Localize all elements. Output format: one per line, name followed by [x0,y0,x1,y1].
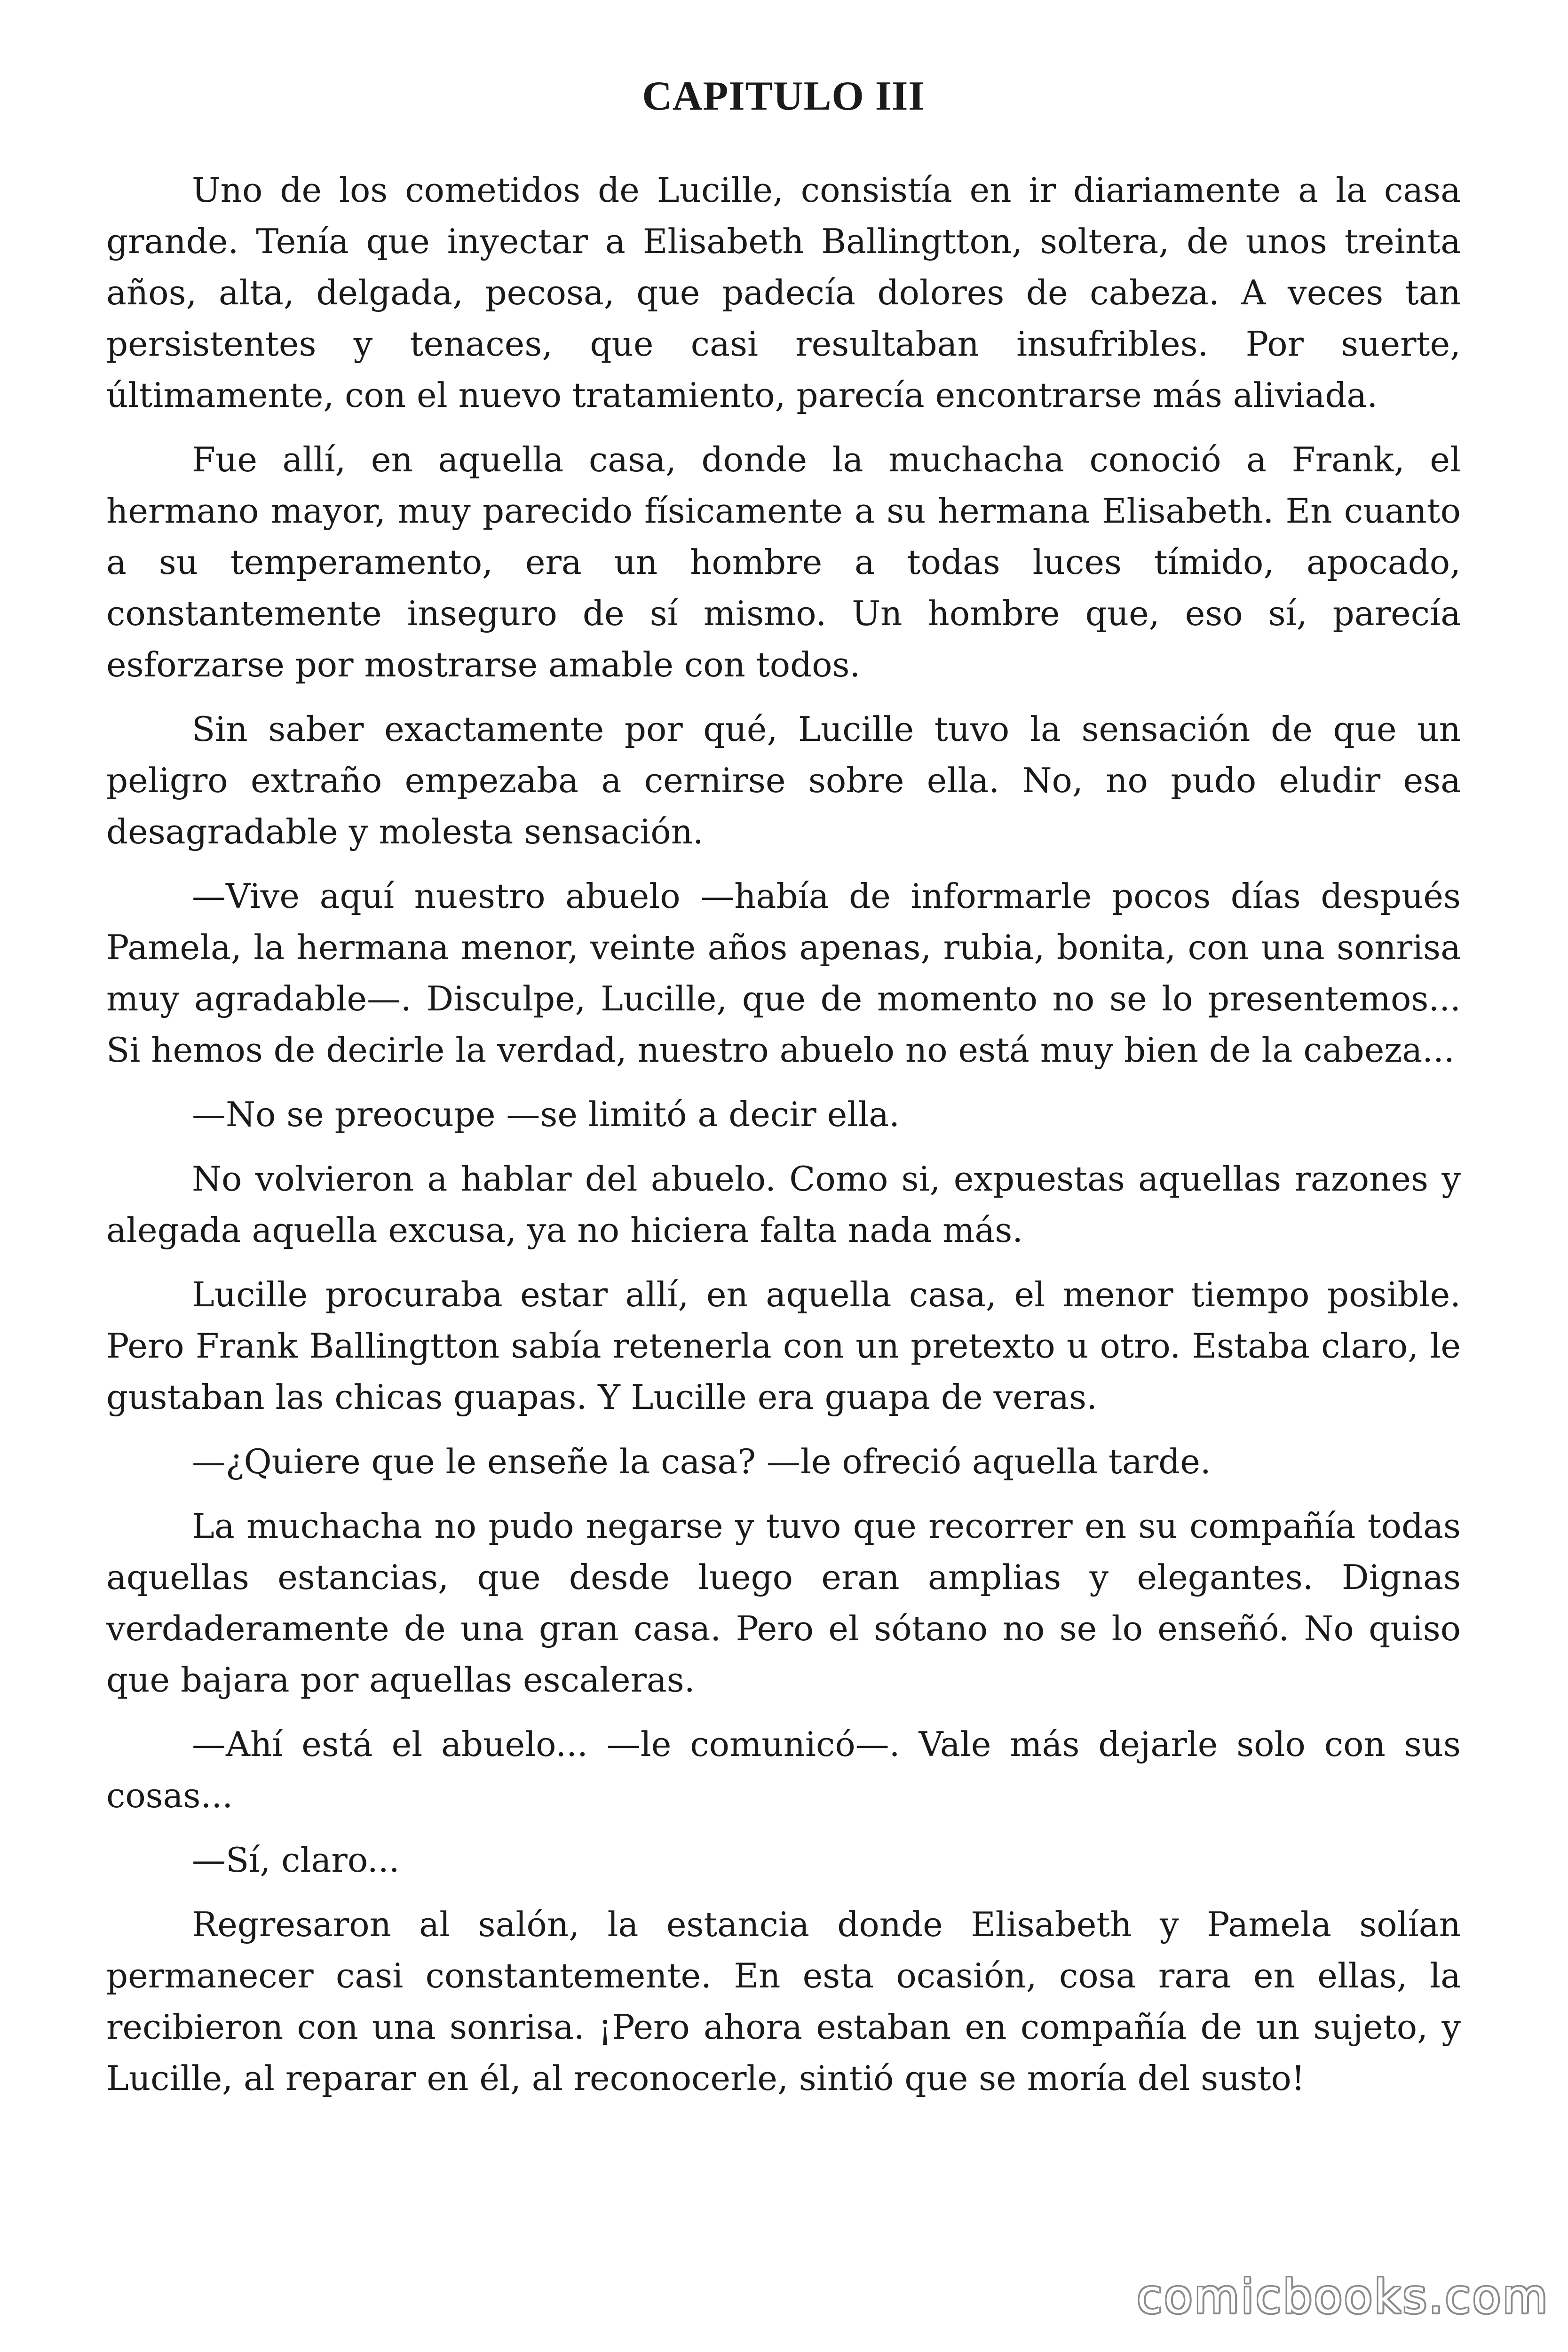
paragraph-10: —Ahí está el abuelo... —le comunicó—. Vale más dejarle solo con sus cosas... [106,1724,1461,1815]
paragraph-5: —No se preocupe —se limitó a decir ella. [192,1095,900,1134]
paragraph-11: —Sí, claro... [192,1840,400,1880]
paragraph-9: La muchacha no pudo negarse y tuvo que recorrer en su compañía todas aquellas estancias, que desde luego eran amplias y elegantes. Dignas verdaderamente de una gran casa. Pero el sótano no se lo enseñó. No quiso que bajara por aquellas escaleras. [106,1506,1461,1700]
paragraph-1: Uno de los cometidos de Lucille, consistía en ir diariamente a la casa grande. Tenía que inyectar a Elisabeth Ballingtton, soltera, de unos treinta años, alta, delgada, pecosa, que padecía dolores de cabeza. A veces tan persistentes y tenaces, que casi resultaban insufribles. Por suerte, últimamente, con el nuevo tratamiento, parecía encontrarse más aliviada. [106,170,1461,415]
watermark: comicbooks.com [1137,2270,1549,2324]
paragraph-2: Fue allí, en aquella casa, donde la muchacha conoció a Frank, el hermano mayor, muy parecido físicamente a su hermana Elisabeth. En cuanto a su temperamento, era un hombre a todas luces tímido, apocado, constantemente inseguro de sí mismo. Un hombre que, eso sí, parecía esforzarse por mostrarse amable con todos. [106,440,1461,684]
paragraph-6: No volvieron a hablar del abuelo. Como si, expuestas aquellas razones y alegada aquella excusa, ya no hiciera falta nada más. [106,1159,1461,1250]
chapter-title: CAPITULO III [642,73,925,119]
paragraph-4: —Vive aquí nuestro abuelo —había de informarle pocos días después Pamela, la hermana menor, veinte años apenas, rubia, bonita, con una sonrisa muy agradable—. Disculpe, Lucille, que de momento no se lo presentemos... Si hemos de decirle la verdad, nuestro abuelo no está muy bien de la cabeza... [106,876,1461,1070]
paragraph-3: Sin saber exactamente por qué, Lucille tuvo la sensación de que un peligro extraño empezaba a cernirse sobre ella. No, no pudo eludir esa desagradable y molesta sensación. [106,709,1461,851]
paragraph-12: Regresaron al salón, la estancia donde Elisabeth y Pamela solían permanecer casi constantemente. En esta ocasión, cosa rara en ellas, la recibieron con una sonrisa. ¡Pero ahora estaban en compañía de un sujeto, y Lucille, al reparar en él, al reconocerle, sintió que se moría del susto! [106,1905,1461,2098]
paragraph-8: —¿Quiere que le enseñe la casa? —le ofreció aquella tarde. [192,1442,1211,1481]
book-page [106,71,1461,2117]
paragraph-7: Lucille procuraba estar allí, en aquella casa, el menor tiempo posible. Pero Frank Ballingtton sabía retenerla con un pretexto u otro. Estaba claro, le gustaban las chicas guapas. Y Lucille era guapa de veras. [106,1275,1461,1417]
